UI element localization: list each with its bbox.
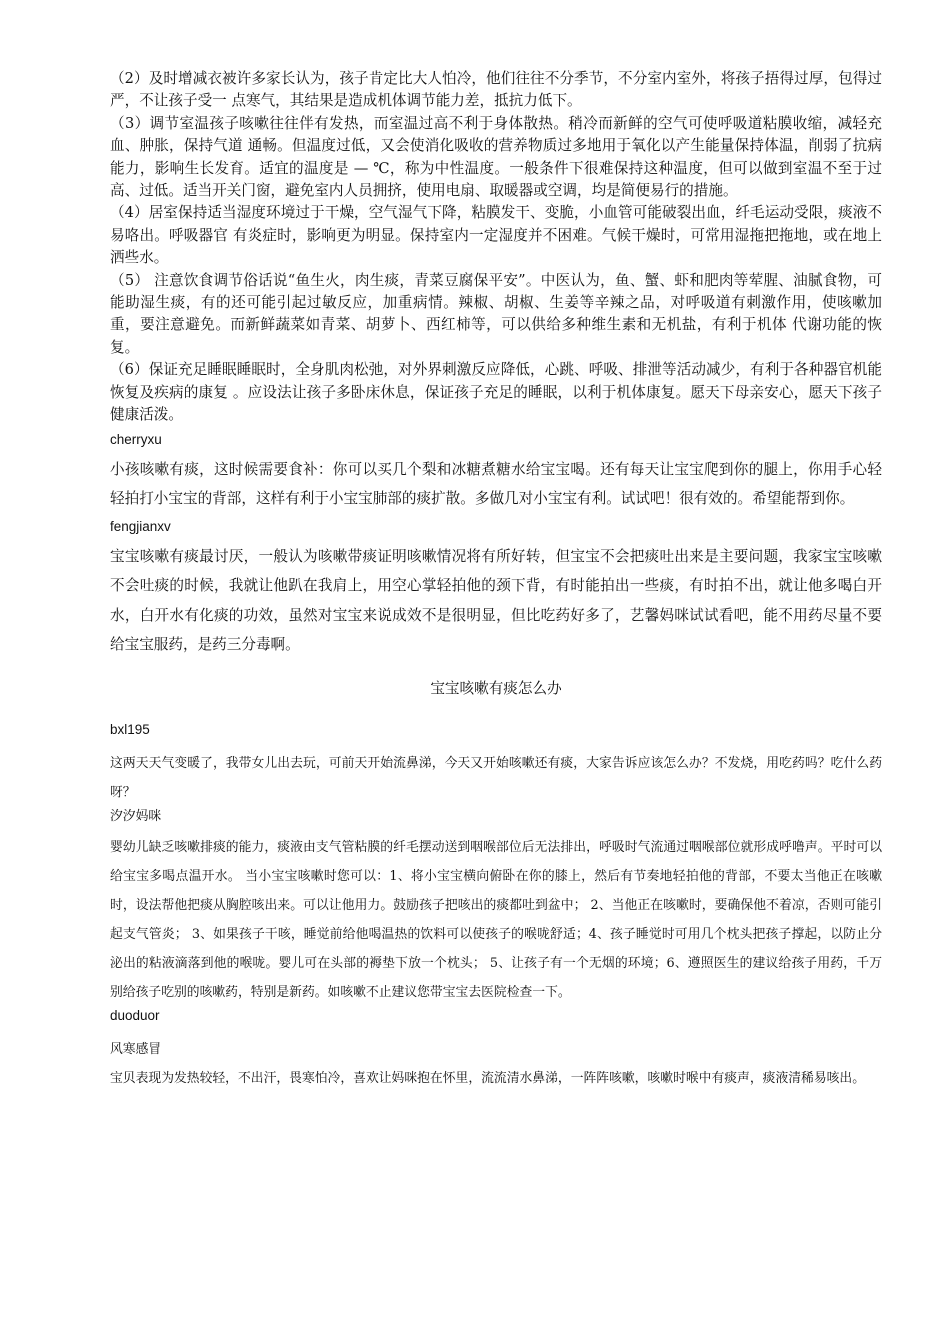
post-fengjianxv [110,542,882,660]
author-bxl195: bxl195 [110,721,150,737]
reply-author: 汐汐妈咪 [110,808,162,824]
author-duoduor: duoduor [110,1007,160,1023]
question-text: 这两天天气变暖了，我带女儿出去玩，可前天开始流鼻涕，今天又开始咳嗽还有痰，大家告诉应该怎么办？不发烧，用吃药吗？吃什么药呀？ [110,755,882,800]
post-text: 小孩咳嗽有痰，这时候需要食补：你可以买几个梨和冰糖煮糖水给宝宝喝。还有每天让宝宝爬到你的腿上，你用手心轻轻拍打小宝宝的背部，这样有利于小宝宝肺部的痰扩散。多做几对小宝宝有利。试试吧！很有效的。希望能帮到你。 [110,460,882,507]
author-fengjianxv: fengjianxv [110,518,171,534]
paragraph-room-temperature: （3）调节室温孩子咳嗽往往伴有发热，而室温过高不利于身体散热。稍冷而新鲜的空气可使呼吸道粘膜收缩，减轻充血、肿胀，保持气道 通畅。但温度过低，又会使消化吸收的营养物质过多地用于氧化以产生能量保持体温，削弱了抗病能力，影响生长发育。适宜的温度是 — ℃，称为中性温度。一般条件下很难保持这种温度，但可以做到室温不至于过高、过低。适当开关门窗，避免室内人员拥挤，使用电扇、取暖器或空调，均是简便易行的措施。 [110,114,882,200]
author-cherryxu: cherryxu [110,431,162,447]
paragraph-sleep: （6）保证充足睡眠睡眠时，全身肌肉松弛，对外界刺激反应降低，心跳、呼吸、排泄等活动减少，有利于各种器官机能恢复及疾病的康复 。应设法让孩子多卧床休息，保证孩子充足的睡眠，以利于机体康复。愿天下母亲安心，愿天下孩子健康活泼。 [110,361,882,424]
section-title: 宝宝咳嗽有痰怎么办 [430,679,562,697]
post-text: 宝宝咳嗽有痰最讨厌，一般认为咳嗽带痰证明咳嗽情况将有所好转，但宝宝不会把痰吐出来是主要问题，我家宝宝咳嗽不会吐痰的时候，我就让他趴在我肩上，用空心掌轻拍他的颈下背，有时能拍出一些痰，有时拍不出，就让他多喝白开水，白开水有化痰的功效，虽然对宝宝来说成效不是很明显，但比吃药好多了，艺馨妈咪试试看吧，能不用药尽量不要给宝宝服药，是药三分毒啊。 [110,547,882,653]
section-care-tips [110,68,882,427]
post-text: 宝贝表现为发热较轻，不出汗，畏寒怕冷，喜欢让妈咪抱在怀里，流流清水鼻涕，一阵阵咳嗽，咳嗽时喉中有痰声，痰液清稀易咳出。 [110,1070,866,1086]
reply-block [110,833,882,1007]
paragraph-humidity: （4）居室保持适当湿度环境过于干燥，空气湿气下降，粘膜发干、变脆，小血管可能破裂出血，纤毛运动受限，痰液不易咯出。呼吸器官 有炎症时，影响更为明显。保持室内一定湿度并不困难。气候干燥时，可常用湿拖把拖地，或在地上洒些水。 [110,204,882,267]
paragraph-clothing: （2）及时增减衣被许多家长认为，孩子肯定比大人怕冷，他们往往不分季节，不分室内室外，将孩子捂得过厚，包得过严，不让孩子受一 点寒气，其结果是造成机体调节能力差，抵抗力低下。 [110,70,882,110]
post-duoduor [110,1035,882,1093]
post-subtitle: 风寒感冒 [110,1041,162,1057]
reply-text: 婴幼儿缺乏咳嗽排痰的能力，痰液由支气管粘膜的纤毛摆动送到咽喉部位后无法排出，呼吸时气流通过咽喉部位就形成呼噜声。平时可以给宝宝多喝点温开水。 当小宝宝咳嗽时您可以：1、将小宝宝横向俯卧在你的膝上，然后有节奏地轻拍他的背部，不要太当他正在咳嗽时，设法帮他把痰从胸腔咳出来。可以让他用力。鼓励孩子把咳出的痰都吐到盆中； 2、当他正在咳嗽时，要确保他不着凉，否则可能引起支气管炎； 3、如果孩子干咳，睡觉前给他喝温热的饮料可以使孩子的喉咙舒适；4、孩子睡觉时可用几个枕头把孩子撑起，以防止分泌出的粘液滴落到他的喉咙。婴儿可在头部的褥垫下放一个枕头； 5、让孩子有一个无烟的环境；6、遵照医生的建议给孩子用药，千万别给孩子吃别的咳嗽药，特别是新药。如咳嗽不止建议您带宝宝去医院检查一下。 [110,839,882,1000]
document-page [110,68,882,1093]
post-cherryxu [110,455,882,514]
paragraph-diet: （5） 注意饮食调节俗话说“鱼生火，肉生痰，青菜豆腐保平安”。中医认为，鱼、蟹、虾和肥肉等荤腥、油腻食物，可能助湿生痰，有的还可能引起过敏反应，加重病情。辣椒、胡椒、生姜等辛辣之品，对呼吸道有刺激作用，使咳嗽加重，要注意避免。而新鲜蔬菜如青菜、胡萝卜、西红柿等，可以供给多种维生素和无机盐，有利于机体 代谢功能的恢复。 [110,271,882,356]
post-bxl195 [110,749,882,807]
